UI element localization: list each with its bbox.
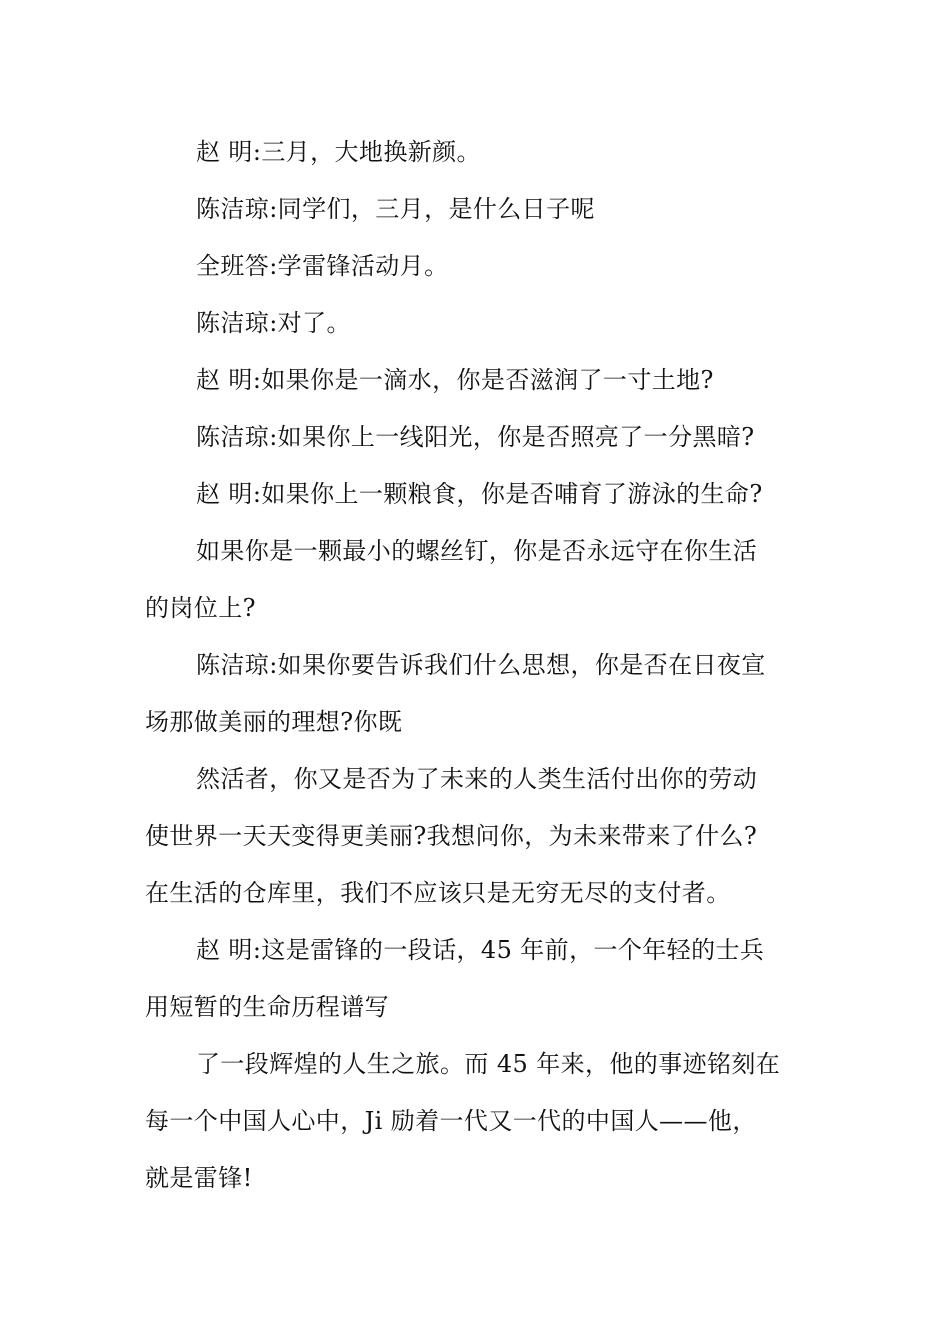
dialogue-line: 陈洁琼:如果你上一线阳光，你是否照亮了一分黑暗? (196, 423, 755, 451)
dialogue-line: 赵 明:三月，大地换新颜。 (196, 138, 481, 166)
paragraph-line: 用短暂的生命历程谱写 (145, 993, 389, 1021)
dialogue-line: 陈洁琼:同学们，三月，是什么日子呢 (196, 195, 595, 223)
paragraph-line: 了一段辉煌的人生之旅。而 45 年来，他的事迹铭刻在 (196, 1050, 781, 1078)
paragraph-line: 然活者，你又是否为了未来的人类生活付出你的劳动 (196, 765, 758, 793)
dialogue-line: 陈洁琼:如果你要告诉我们什么思想，你是否在日夜宣 (196, 651, 766, 679)
paragraph-line: 就是雷锋! (145, 1164, 253, 1192)
paragraph-line: 场那做美丽的理想?你既 (145, 708, 403, 736)
dialogue-line: 赵 明:如果你上一颗粮食，你是否哺育了游泳的生命? (196, 480, 763, 508)
dialogue-line: 全班答:学雷锋活动月。 (196, 252, 449, 280)
paragraph-line: 在生活的仓库里，我们不应该只是无穷无尽的支付者。 (145, 879, 731, 907)
dialogue-line: 陈洁琼:对了。 (196, 309, 351, 337)
dialogue-line: 赵 明:如果你是一滴水，你是否滋润了一寸土地? (196, 366, 714, 394)
paragraph-line: 的岗位上? (145, 594, 256, 622)
paragraph-line: 使世界一天天变得更美丽?我想问你，为未来带来了什么? (145, 822, 758, 850)
paragraph-line: 每一个中国人心中，Ji 励着一代又一代的中国人——他， (145, 1107, 757, 1135)
paragraph-line: 如果你是一颗最小的螺丝钉，你是否永远守在你生活 (196, 537, 758, 565)
dialogue-line: 赵 明:这是雷锋的一段话，45 年前，一个年轻的士兵 (196, 936, 765, 964)
